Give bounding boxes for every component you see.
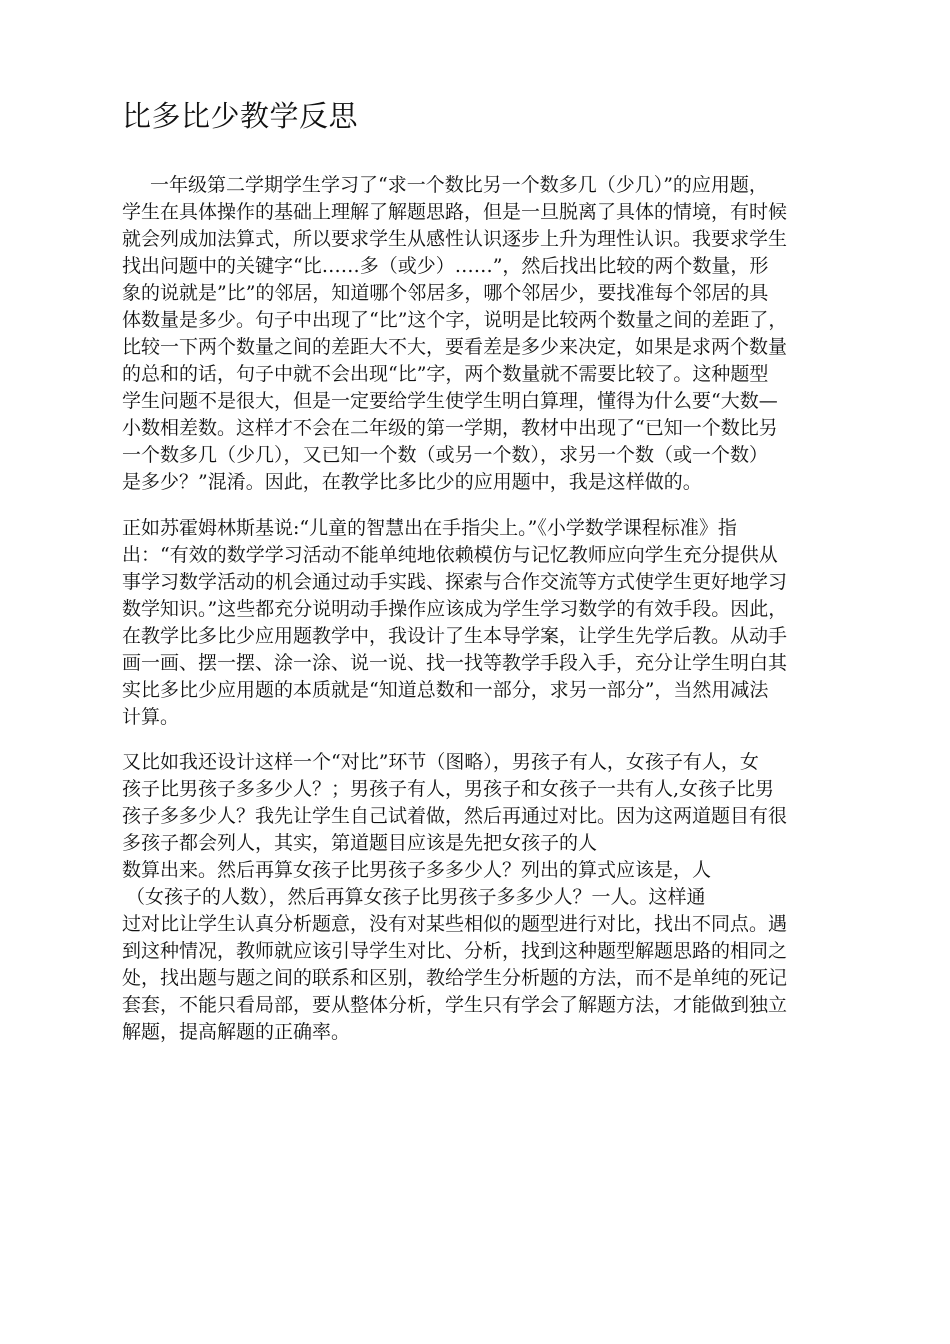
paragraph-line: 体数量是多少。句子中出现了“比”这个字，说明是比较两个数量之间的差距了， bbox=[122, 309, 788, 331]
paragraph-line: 的总和的话，句子中就不会出现“比”字，两个数量就不需要比较了。这种题型 bbox=[122, 363, 769, 385]
paragraph-line: 学生问题不是很大，但是一定要给学生使学生明白算理，懂得为什么要“大数— bbox=[122, 390, 778, 412]
paragraph-line: （女孩子的人数），然后再算女孩子比男孩子多多少人？一人。这样通 bbox=[126, 886, 706, 908]
paragraph-line: 正如苏霍姆林斯基说:“儿童的智慧出在手指尖上。”《小学数学课程标准》指 bbox=[122, 517, 737, 539]
paragraph-line: 过对比让学生认真分析题意，没有对某些相似的题型进行对比，找出不同点。遇 bbox=[122, 913, 788, 935]
paragraph-line: 比较一下两个数量之间的差距大不大，要看差是多少来决定，如果是求两个数量 bbox=[122, 336, 788, 358]
paragraph-line: 又比如我还设计这样一个“对比”环节（图略），男孩子有人，女孩子有人，女 bbox=[122, 751, 759, 773]
paragraph-line: 是多少？”混淆。因此，在教学比多比少的应用题中，我是这样做的。 bbox=[122, 471, 702, 493]
paragraph-line: 孩子比男孩子多多少人？；男孩子有人，男孩子和女孩子一共有人,女孩子比男 bbox=[122, 778, 775, 800]
paragraph-line: 解题，提高解题的正确率。 bbox=[122, 1021, 351, 1043]
paragraph-line: 一个数多几（少几），又已知一个数（或另一个数），求另一个数（或一个数） bbox=[122, 444, 769, 466]
paragraph-line: 找出问题中的关键字“比……多（或少）……”，然后找出比较的两个数量，形 bbox=[122, 255, 769, 277]
paragraph-line: 处，找出题与题之间的联系和区别，教给学生分析题的方法，而不是单纯的死记 bbox=[122, 967, 788, 989]
paragraph-line: 计算。 bbox=[122, 706, 180, 728]
paragraph-line: 数算出来。然后再算女孩子比男孩子多多少人？列出的算式应该是，人 bbox=[122, 859, 712, 881]
paragraph-line: 学生在具体操作的基础上理解了解题思路，但是一旦脱离了具体的情境，有时候 bbox=[122, 201, 788, 223]
paragraph-line: 到这种情况，教师就应该引导学生对比、分析，找到这种题型解题思路的相同之 bbox=[122, 940, 788, 962]
paragraph-line: 象的说就是”比”的邻居，知道哪个邻居多，哪个邻居少，要找准每个邻居的具 bbox=[122, 282, 769, 304]
paragraph-line: 出：“有效的数学学习活动不能单纯地依赖模仿与记忆教师应向学生充分提供从 bbox=[122, 544, 778, 566]
paragraph-line: 套套，不能只看局部，要从整体分析，学生只有学会了解题方法，才能做到独立 bbox=[122, 994, 788, 1016]
paragraph-line: 在教学比多比少应用题教学中，我设计了生本导学案，让学生先学后教。从动手 bbox=[122, 625, 788, 647]
paragraph-line: 事学习数学活动的机会通过动手实践、探索与合作交流等方式使学生更好地学习 bbox=[122, 571, 788, 593]
paragraph-line: 小数相差数。这样才不会在二年级的第一学期，教材中出现了“已知一个数比另 bbox=[122, 417, 778, 439]
paragraph-line: 就会列成加法算式，所以要求学生从感性认识逐步上升为理性认识。我要求学生 bbox=[122, 228, 788, 250]
paragraph-line: 实比多比少应用题的本质就是“知道总数和一部分，求另一部分”，当然用减法 bbox=[122, 679, 769, 701]
paragraph-line: 孩子多多少人？我先让学生自己试着做，然后再通过对比。因为这两道题目有很 bbox=[122, 805, 788, 827]
paragraph-line: 一年级第二学期学生学习了“求一个数比另一个数多几（少几）”的应用题， bbox=[150, 174, 768, 196]
paragraph-line: 画一画、摆一摆、涂一涂、说一说、找一找等教学手段入手，充分让学生明白其 bbox=[122, 652, 788, 674]
paragraph-line: 数学知识。”这些都充分说明动手操作应该成为学生学习数学的有效手段。因此， bbox=[122, 598, 788, 620]
page-title: 比多比少教学反思 bbox=[122, 99, 359, 133]
paragraph-line: 多孩子都会列人，其实，第道题目应该是先把女孩子的人 bbox=[122, 832, 598, 854]
